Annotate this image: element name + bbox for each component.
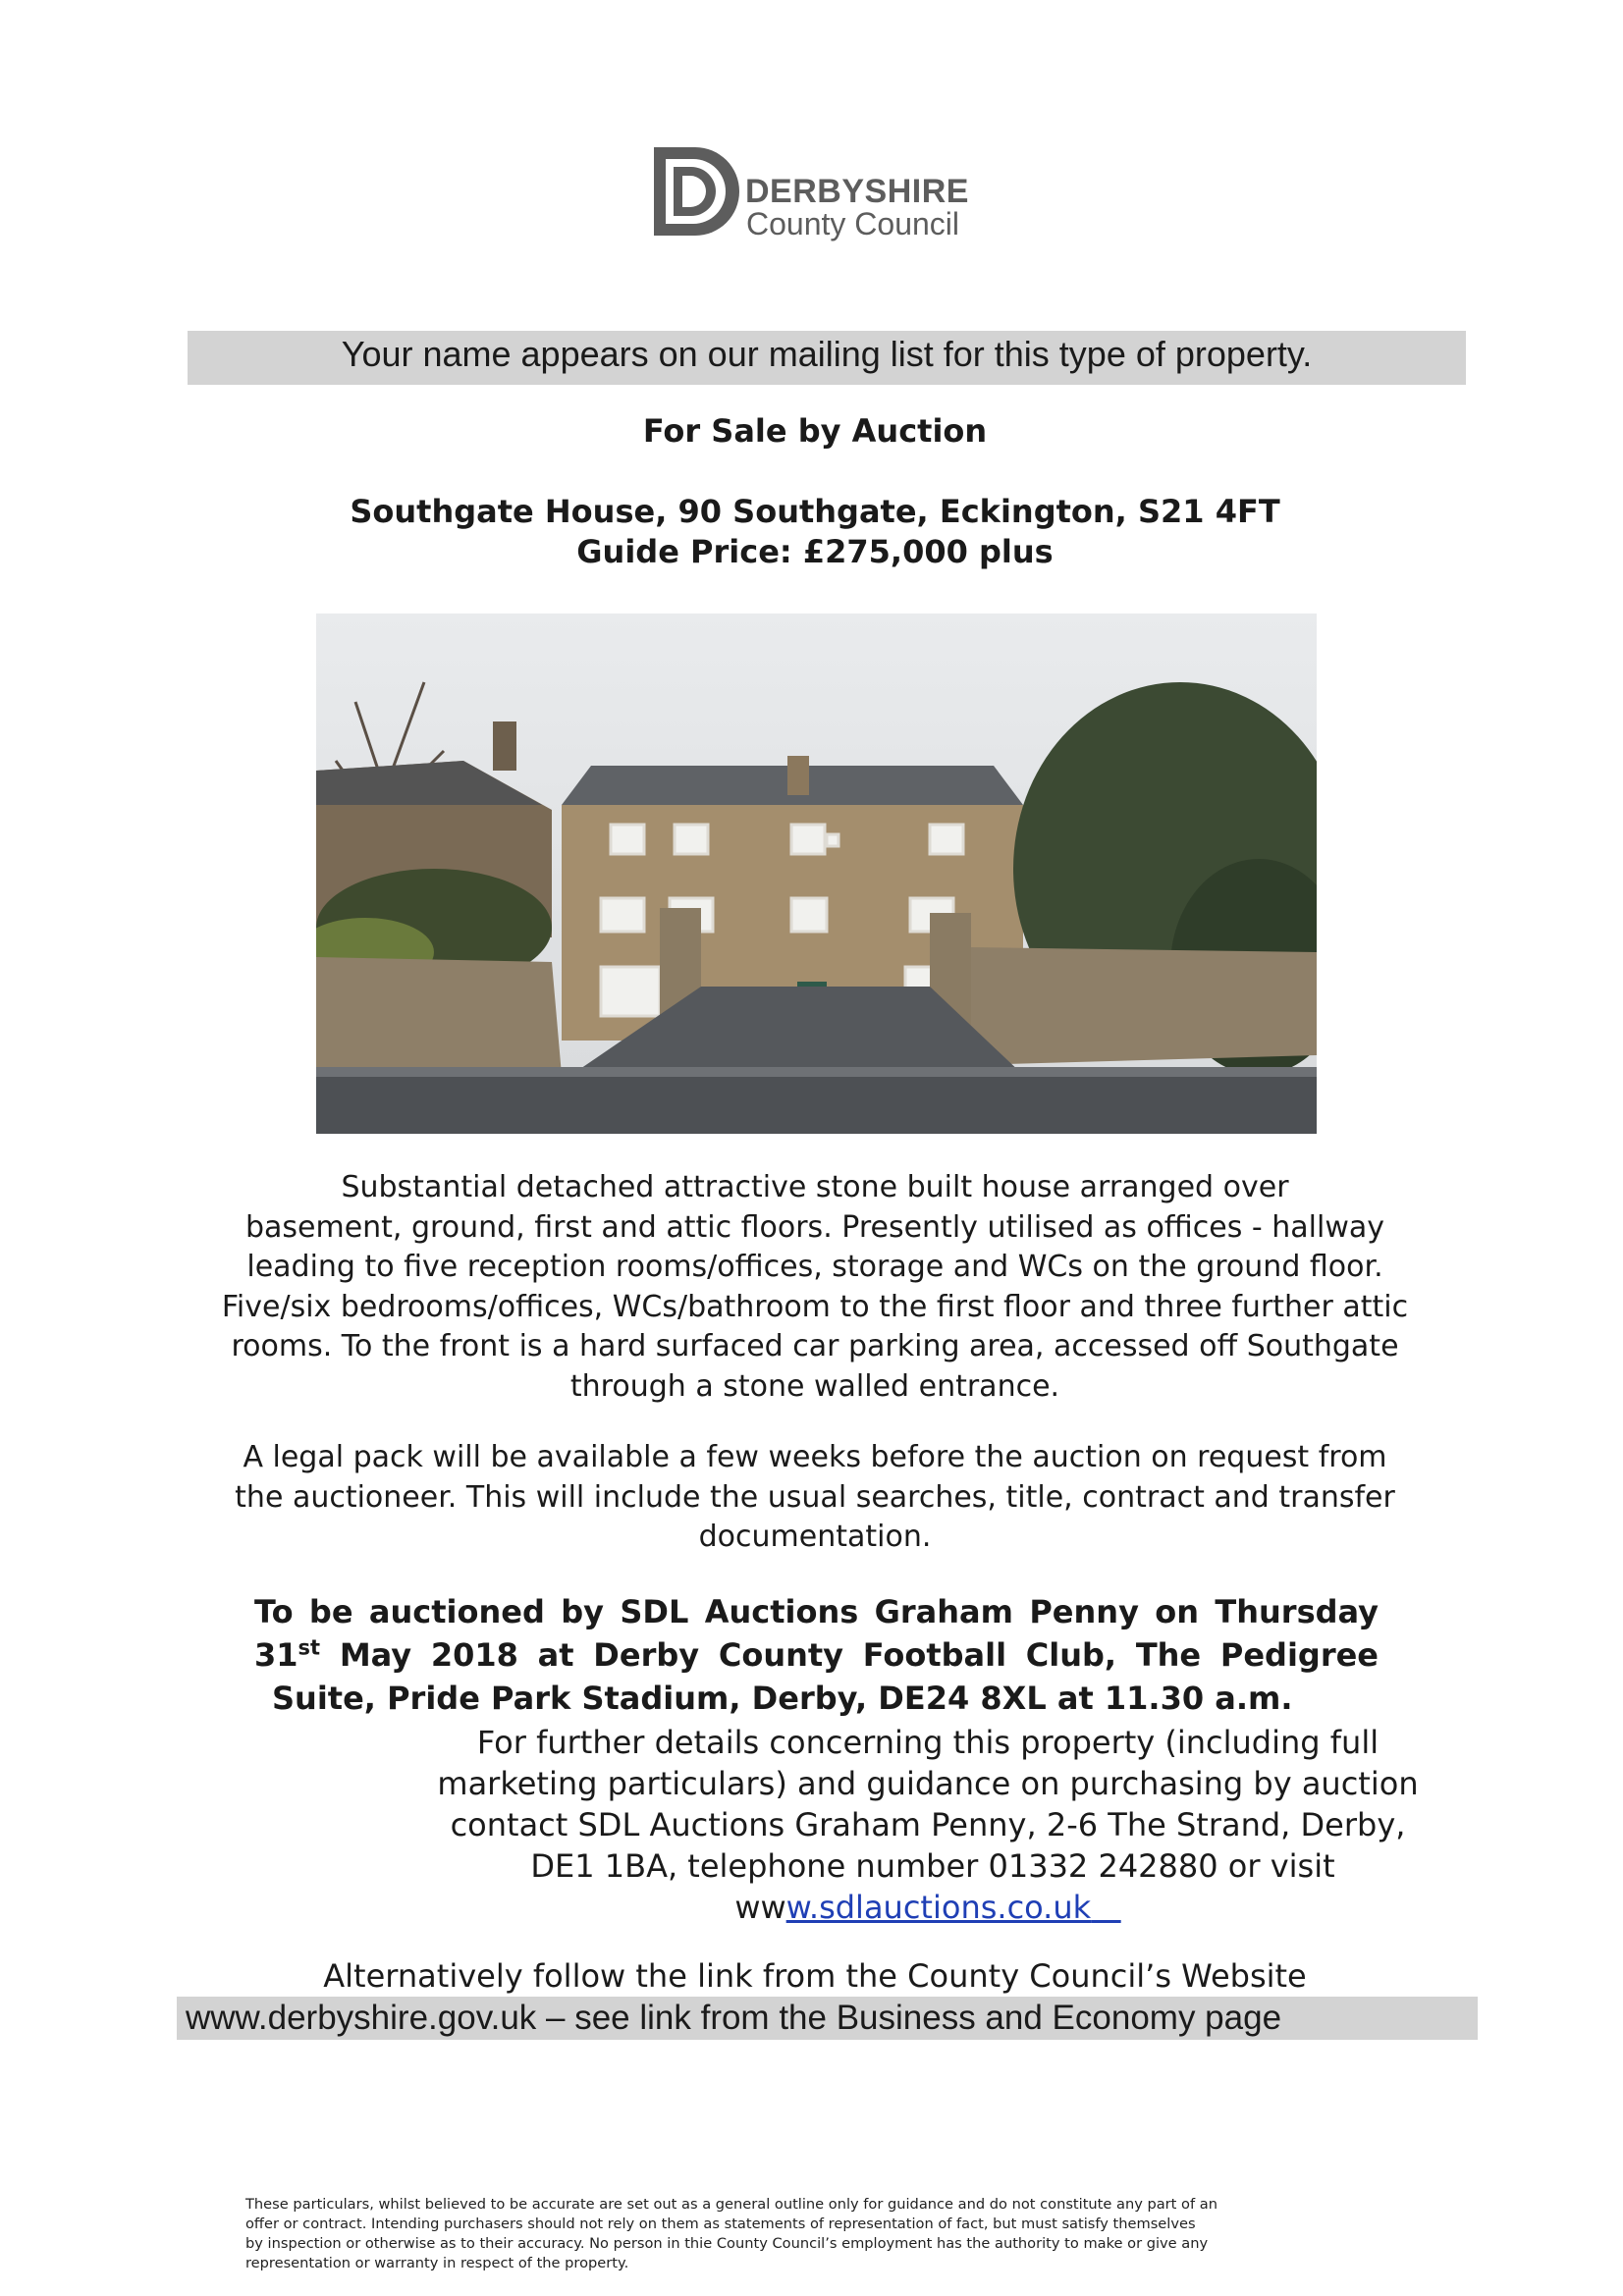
logo-word-derbyshire: DERBYSHIRE (745, 173, 969, 210)
disclaimer-line: by inspection or otherwise as to their accuracy. No person in thie County Council’s employment has the authority to make or give any (245, 2235, 1209, 2252)
further-line: For further details concerning this property (including full (476, 1724, 1380, 1761)
council-logo (652, 145, 986, 243)
legal-line: A legal pack will be available a few weeks before the auction on request from (243, 1440, 1387, 1474)
mailing-list-notice: Your name appears on our mailing list for this type of property. (188, 331, 1466, 385)
auction-website-link[interactable]: w.sdlauctions.co.uk (785, 1889, 1092, 1926)
disclaimer-line: representation or warranty in respect of the property. (245, 2255, 629, 2271)
alternative-line: Alternatively follow the link from the County Council’s Website (323, 1957, 1307, 1995)
description-line: through a stone walled entrance. (569, 1368, 1060, 1404)
legal-line: documentation. (698, 1520, 932, 1554)
disclaimer (245, 2195, 1384, 2273)
description-line: Five/six bedrooms/offices, WCs/bathroom to the first floor and three further attic (221, 1289, 1409, 1324)
auction-line-3: Suite, Pride Park Stadium, Derby, DE24 8XL at 11.30 a.m. (272, 1680, 1293, 1717)
legal-line: the auctioneer. This will include the usual searches, title, contract and transfer (235, 1479, 1395, 1515)
disclaimer-line: offer or contract. Intending purchasers should not rely on them as statements of representation of fact, but must satisfy themselves (245, 2216, 1196, 2232)
auction-website-line: www.sdlauctions.co.uk (734, 1889, 1092, 1926)
auction-details (254, 1590, 1379, 1720)
auction-line-2: 31st May 2018 at Derby County Football Club, The Pedigree (254, 1635, 1379, 1674)
further-line: contact SDL Auctions Graham Penny, 2-6 The Strand, Derby, (450, 1806, 1406, 1843)
logo-word-county-council: County Council (746, 206, 959, 241)
council-website-bar: www.derbyshire.gov.uk – see link from the Business and Economy page (177, 1997, 1478, 2040)
further-line: DE1 1BA, telephone number 01332 242880 or visit (530, 1847, 1335, 1885)
further-details (393, 1722, 1463, 1928)
description-line: basement, ground, first and attic floors. Presently utilised as offices - hallway (244, 1209, 1385, 1245)
property-address: Southgate House, 90 Southgate, Eckington, S21 4FT (350, 493, 1280, 530)
council-logo-mark-icon (652, 145, 740, 238)
guide-price: Guide Price: £275,000 plus (576, 533, 1054, 570)
description-line: Substantial detached attractive stone built house arranged over (341, 1170, 1289, 1204)
property-description (177, 1168, 1453, 1407)
legal-pack-info (177, 1438, 1453, 1558)
sale-heading: For Sale by Auction (642, 412, 988, 450)
description-line: rooms. To the front is a hard surfaced car parking area, accessed off Southgate (231, 1329, 1399, 1363)
auction-line-1: To be auctioned by SDL Auctions Graham Penny on Thursday (254, 1593, 1379, 1630)
disclaimer-line: These particulars, whilst believed to be accurate are set out as a general outline only for guidance and do not constitute any part of an (245, 2196, 1217, 2213)
house-photo (316, 614, 1317, 1134)
description-line: leading to five reception rooms/offices, storage and WCs on the ground floor. (246, 1250, 1383, 1284)
further-line: marketing particulars) and guidance on purchasing by auction (437, 1765, 1419, 1802)
